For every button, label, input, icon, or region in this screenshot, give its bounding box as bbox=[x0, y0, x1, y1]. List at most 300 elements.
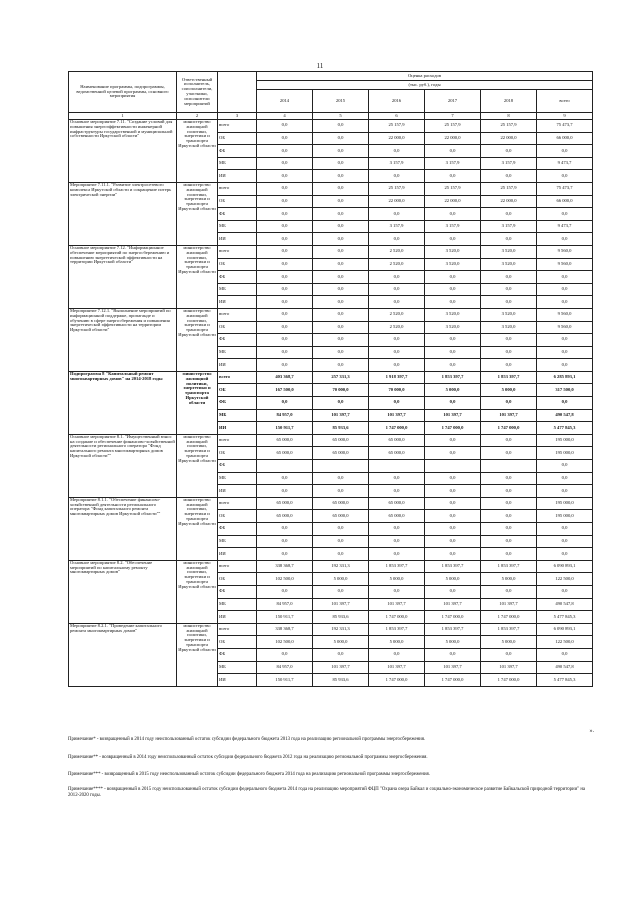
amount-cell bbox=[481, 460, 537, 473]
funding-source: ФБ bbox=[218, 334, 257, 347]
amount-cell: 338 368,7 bbox=[257, 560, 313, 573]
amount-cell: 0,0 bbox=[425, 346, 481, 359]
header-index: 8 bbox=[481, 113, 537, 120]
amount-cell: 0,0 bbox=[369, 334, 425, 347]
header-year: 2015 bbox=[313, 90, 369, 113]
amount-cell: 3 520,0 bbox=[425, 321, 481, 334]
amount-cell: 5 000,0 bbox=[425, 636, 481, 649]
funding-source: ОБ bbox=[218, 258, 257, 271]
amount-cell: 70 000,0 bbox=[369, 384, 425, 397]
amount-cell: 122 500,0 bbox=[537, 636, 593, 649]
amount-cell: 101 397,7 bbox=[369, 661, 425, 674]
amount-cell: 3 157,9 bbox=[481, 220, 537, 233]
amount-cell: 22 000,0 bbox=[481, 132, 537, 145]
funding-source: МБ bbox=[218, 598, 257, 611]
amount-cell: 0,0 bbox=[537, 233, 593, 246]
funding-source: ОБ bbox=[218, 573, 257, 586]
row-executor: министерство жилищной политики, энергетики и транспорта Иркутской области bbox=[177, 623, 218, 686]
amount-cell: 0,0 bbox=[537, 485, 593, 498]
amount-cell: 0,0 bbox=[369, 283, 425, 296]
amount-cell: 22 000,0 bbox=[369, 195, 425, 208]
row-executor: министерство жилищной политики, энергетики и транспорта Иркутской области bbox=[177, 371, 218, 434]
amount-cell: 0,0 bbox=[257, 182, 313, 195]
amount-cell: 0,0 bbox=[313, 548, 369, 561]
amount-cell: 0,0 bbox=[537, 271, 593, 284]
amount-cell: 0,0 bbox=[257, 233, 313, 246]
amount-cell: 3 520,0 bbox=[481, 308, 537, 321]
amount-cell bbox=[425, 460, 481, 473]
funding-source: МБ bbox=[218, 409, 257, 422]
header-year: 2018 bbox=[481, 90, 537, 113]
amount-cell: 0,0 bbox=[537, 296, 593, 309]
amount-cell: 101 397,7 bbox=[481, 661, 537, 674]
table-row bbox=[69, 120, 593, 133]
funding-source: МБ bbox=[218, 157, 257, 170]
amount-cell: 101 397,7 bbox=[481, 409, 537, 422]
amount-cell: 0,0 bbox=[257, 208, 313, 221]
amount-cell: 2 520,0 bbox=[369, 308, 425, 321]
header-year: 2014 bbox=[257, 90, 313, 113]
funding-source: МБ bbox=[218, 472, 257, 485]
funding-source: ОБ bbox=[218, 447, 257, 460]
amount-cell: 65 000,0 bbox=[369, 510, 425, 523]
amount-cell: 0,0 bbox=[369, 170, 425, 183]
amount-cell: 195 000,0 bbox=[537, 447, 593, 460]
amount-cell: 1 747 000,0 bbox=[481, 422, 537, 435]
row-executor: министерство жилищной политики, энергетики и транспорта Иркутской области bbox=[177, 560, 218, 623]
amount-cell: 3 157,9 bbox=[481, 157, 537, 170]
amount-cell: 70 000,0 bbox=[313, 384, 369, 397]
amount-cell: 9 560,0 bbox=[537, 245, 593, 258]
amount-cell: 5 000,0 bbox=[425, 384, 481, 397]
amount-cell: 0,0 bbox=[369, 523, 425, 536]
amount-cell: 5 000,0 bbox=[369, 573, 425, 586]
amount-cell: 0,0 bbox=[481, 271, 537, 284]
budget-table bbox=[68, 71, 593, 687]
table-row bbox=[69, 308, 593, 321]
amount-cell: 0,0 bbox=[425, 648, 481, 661]
amount-cell: 1 747 000,0 bbox=[425, 674, 481, 687]
row-executor: министерство жилищной политики, энергетики и транспорта Иркутской области bbox=[177, 497, 218, 560]
row-title: Основное мероприятие 7.12. "Информационное обеспечение мероприятий по энергосбережению и повышению энергетической эффективности на территории Иркутской области" bbox=[69, 245, 177, 308]
amount-cell: 0,0 bbox=[313, 233, 369, 246]
amount-cell: 1 747 000,0 bbox=[369, 422, 425, 435]
amount-cell: 0,0 bbox=[425, 334, 481, 347]
amount-cell: 25 157,9 bbox=[425, 120, 481, 133]
amount-cell: 0,0 bbox=[313, 132, 369, 145]
amount-cell: 0,0 bbox=[425, 485, 481, 498]
amount-cell: 0,0 bbox=[425, 497, 481, 510]
amount-cell: 101 397,7 bbox=[425, 598, 481, 611]
funding-source: ОБ bbox=[218, 636, 257, 649]
amount-cell: 0,0 bbox=[537, 170, 593, 183]
amount-cell: 0,0 bbox=[369, 271, 425, 284]
amount-cell: 0,0 bbox=[481, 535, 537, 548]
amount-cell: 1 747 000,0 bbox=[425, 611, 481, 624]
note: Примечание* - возвращенный в 2014 году неиспользованный остаток субсидии федерального бюджета 2013 года на реализацию региональной программы энергосбережения. bbox=[68, 737, 426, 742]
amount-cell: 0,0 bbox=[425, 397, 481, 410]
amount-cell: 0,0 bbox=[369, 548, 425, 561]
amount-cell: 0,0 bbox=[481, 170, 537, 183]
header-unit: (тыс. руб.), годы bbox=[257, 81, 593, 90]
amount-cell: 5 000,0 bbox=[481, 636, 537, 649]
amount-cell: 5 000,0 bbox=[313, 636, 369, 649]
amount-cell: 3 520,0 bbox=[425, 258, 481, 271]
header-index: 6 bbox=[369, 113, 425, 120]
amount-cell: 0,0 bbox=[369, 346, 425, 359]
amount-cell: 0,0 bbox=[369, 648, 425, 661]
amount-cell: 0,0 bbox=[313, 182, 369, 195]
header-index: 2 bbox=[177, 113, 218, 120]
amount-cell: 167 500,0 bbox=[257, 384, 313, 397]
amount-cell: 3 520,0 bbox=[481, 258, 537, 271]
funding-source: ФБ bbox=[218, 460, 257, 473]
amount-cell: 0,0 bbox=[257, 120, 313, 133]
amount-cell: 0,0 bbox=[313, 397, 369, 410]
amount-cell: 0,0 bbox=[425, 145, 481, 158]
table-row bbox=[69, 245, 593, 258]
amount-cell: 0,0 bbox=[537, 397, 593, 410]
funding-source: ИИ bbox=[218, 233, 257, 246]
amount-cell: 0,0 bbox=[425, 271, 481, 284]
amount-cell: 3 157,9 bbox=[369, 220, 425, 233]
funding-source: всего bbox=[218, 434, 257, 447]
amount-cell: 0,0 bbox=[313, 145, 369, 158]
funding-source: ИИ bbox=[218, 296, 257, 309]
amount-cell: 0,0 bbox=[425, 585, 481, 598]
amount-cell: 1 853 397,7 bbox=[425, 371, 481, 384]
amount-cell: 257 331,3 bbox=[313, 371, 369, 384]
amount-cell: 65 000,0 bbox=[257, 510, 313, 523]
amount-cell: 22 000,0 bbox=[481, 195, 537, 208]
amount-cell: 0,0 bbox=[537, 535, 593, 548]
amount-cell: 65 000,0 bbox=[257, 447, 313, 460]
amount-cell: 3 157,9 bbox=[425, 157, 481, 170]
amount-cell: 0,0 bbox=[257, 472, 313, 485]
amount-cell: 9 560,0 bbox=[537, 258, 593, 271]
amount-cell: 75 473,7 bbox=[537, 120, 593, 133]
amount-cell: 317 500,0 bbox=[537, 384, 593, 397]
amount-cell: 65 000,0 bbox=[369, 434, 425, 447]
amount-cell: 0,0 bbox=[481, 346, 537, 359]
amount-cell: 490 547,8 bbox=[537, 661, 593, 674]
amount-cell: 2 520,0 bbox=[369, 245, 425, 258]
amount-cell: 85 933,6 bbox=[313, 611, 369, 624]
funding-source: ИИ bbox=[218, 548, 257, 561]
amount-cell: 5 000,0 bbox=[425, 573, 481, 586]
amount-cell: 6 090 893,1 bbox=[537, 560, 593, 573]
amount-cell: 65 000,0 bbox=[369, 497, 425, 510]
amount-cell: 5 477 845,3 bbox=[537, 674, 593, 687]
amount-cell: 25 157,9 bbox=[481, 182, 537, 195]
amount-cell: 0,0 bbox=[313, 485, 369, 498]
amount-cell: 9 473,7 bbox=[537, 157, 593, 170]
row-executor: министерство жилищной политики, энергетики и транспорта Иркутской области bbox=[177, 120, 218, 183]
funding-source: МБ bbox=[218, 220, 257, 233]
amount-cell: 101 397,7 bbox=[425, 409, 481, 422]
amount-cell: 5 000,0 bbox=[481, 573, 537, 586]
amount-cell: 0,0 bbox=[425, 548, 481, 561]
amount-cell: 1 747 000,0 bbox=[425, 422, 481, 435]
table-header-row bbox=[69, 72, 593, 81]
row-title: Основное мероприятие 7.11. "Создание условий для повышения энергоэффективности инженерной инфраструктуры государственной и муниципальной собственности Иркутской области" bbox=[69, 120, 177, 183]
funding-source: всего bbox=[218, 623, 257, 636]
amount-cell: 0,0 bbox=[313, 271, 369, 284]
amount-cell: 0,0 bbox=[313, 535, 369, 548]
amount-cell: 0,0 bbox=[537, 346, 593, 359]
amount-cell: 65 000,0 bbox=[313, 447, 369, 460]
row-executor: министерство жилищной политики, энергетики и транспорта Иркутской области bbox=[177, 434, 218, 497]
amount-cell: 0,0 bbox=[257, 397, 313, 410]
amount-cell: 1 853 397,7 bbox=[481, 371, 537, 384]
amount-cell: 0,0 bbox=[425, 233, 481, 246]
amount-cell: 0,0 bbox=[481, 145, 537, 158]
amount-cell: 25 157,9 bbox=[369, 120, 425, 133]
amount-cell: 0,0 bbox=[369, 145, 425, 158]
amount-cell: 192 331,3 bbox=[313, 623, 369, 636]
amount-cell: 195 000,0 bbox=[537, 497, 593, 510]
amount-cell: 0,0 bbox=[369, 233, 425, 246]
row-title: Мероприятие 7.11.1. "Развитие электросетевого комплекса Иркутской области и сокращение потерь электрической энергии" bbox=[69, 182, 177, 245]
amount-cell: 101 397,7 bbox=[369, 598, 425, 611]
header-index: 1 bbox=[69, 113, 177, 120]
amount-cell: 1 853 397,7 bbox=[369, 560, 425, 573]
amount-cell: 3 157,9 bbox=[369, 157, 425, 170]
amount-cell: 0,0 bbox=[257, 548, 313, 561]
amount-cell: 0,0 bbox=[257, 157, 313, 170]
row-executor: министерство жилищной политики, энергетики и транспорта Иркутской области bbox=[177, 182, 218, 245]
amount-cell: 0,0 bbox=[481, 283, 537, 296]
header-estimate: Оценка расходов bbox=[257, 72, 593, 81]
amount-cell: 0,0 bbox=[369, 397, 425, 410]
amount-cell: 0,0 bbox=[481, 359, 537, 372]
amount-cell: 0,0 bbox=[313, 472, 369, 485]
amount-cell: 0,0 bbox=[425, 535, 481, 548]
amount-cell: 0,0 bbox=[257, 145, 313, 158]
amount-cell bbox=[313, 460, 369, 473]
funding-source: всего bbox=[218, 560, 257, 573]
header-year: всего bbox=[537, 90, 593, 113]
table-row bbox=[69, 560, 593, 573]
amount-cell: 3 520,0 bbox=[481, 245, 537, 258]
amount-cell: 0,0 bbox=[313, 585, 369, 598]
amount-cell: 0,0 bbox=[537, 548, 593, 561]
header-index: 4 bbox=[257, 113, 313, 120]
amount-cell: 3 520,0 bbox=[425, 308, 481, 321]
amount-cell: 0,0 bbox=[537, 283, 593, 296]
amount-cell: 5 000,0 bbox=[369, 636, 425, 649]
amount-cell: 0,0 bbox=[481, 548, 537, 561]
funding-source: ИИ bbox=[218, 359, 257, 372]
amount-cell: 0,0 bbox=[537, 460, 593, 473]
amount-cell: 195 000,0 bbox=[537, 510, 593, 523]
row-title: Мероприятие 8.1.1. "Обеспечение финансово-хозяйственной деятельности регионального оператора "Фонд капитального ремонта многоквартирных домов Иркутской области"" bbox=[69, 497, 177, 560]
funding-source: ФБ bbox=[218, 648, 257, 661]
amount-cell: 22 000,0 bbox=[425, 132, 481, 145]
table-row bbox=[69, 623, 593, 636]
amount-cell: 0,0 bbox=[425, 170, 481, 183]
amount-cell: 9 560,0 bbox=[537, 308, 593, 321]
amount-cell: 0,0 bbox=[369, 472, 425, 485]
amount-cell: 0,0 bbox=[425, 510, 481, 523]
amount-cell: 65 000,0 bbox=[257, 497, 313, 510]
amount-cell: 0,0 bbox=[481, 447, 537, 460]
amount-cell: 0,0 bbox=[313, 359, 369, 372]
funding-source: ИИ bbox=[218, 674, 257, 687]
funding-source: всего bbox=[218, 182, 257, 195]
amount-cell: 3 520,0 bbox=[481, 321, 537, 334]
amount-cell: 0,0 bbox=[537, 648, 593, 661]
amount-cell: 0,0 bbox=[313, 321, 369, 334]
amount-cell: 0,0 bbox=[481, 497, 537, 510]
amount-cell: 1 853 397,7 bbox=[425, 623, 481, 636]
amount-cell: 5 000,0 bbox=[313, 573, 369, 586]
amount-cell: 150 911,7 bbox=[257, 422, 313, 435]
table-row bbox=[69, 497, 593, 510]
amount-cell: 0,0 bbox=[481, 334, 537, 347]
amount-cell: 0,0 bbox=[257, 321, 313, 334]
amount-cell: 0,0 bbox=[537, 585, 593, 598]
amount-cell: 101 397,7 bbox=[313, 661, 369, 674]
amount-cell: 5 477 845,3 bbox=[537, 422, 593, 435]
amount-cell: 0,0 bbox=[313, 283, 369, 296]
amount-cell: 0,0 bbox=[481, 208, 537, 221]
amount-cell: 22 000,0 bbox=[369, 132, 425, 145]
amount-cell: 403 368,7 bbox=[257, 371, 313, 384]
amount-cell: 490 547,8 bbox=[537, 598, 593, 611]
funding-source: ФБ bbox=[218, 585, 257, 598]
amount-cell: 5 477 845,3 bbox=[537, 611, 593, 624]
amount-cell: 0,0 bbox=[481, 523, 537, 536]
amount-cell: 0,0 bbox=[537, 334, 593, 347]
amount-cell: 0,0 bbox=[481, 485, 537, 498]
amount-cell: 25 157,9 bbox=[481, 120, 537, 133]
funding-source: ОБ bbox=[218, 510, 257, 523]
funding-source: всего bbox=[218, 245, 257, 258]
amount-cell: 1 918 397,7 bbox=[369, 371, 425, 384]
funding-source: ИИ bbox=[218, 170, 257, 183]
amount-cell: 195 000,0 bbox=[537, 434, 593, 447]
row-title: Мероприятие 7.12.1. "Выполнение мероприятий по информационной поддержке, пропаганде и обучению в сфере энергосбережения и повышения энергетической эффективности на территории Иркутской области" bbox=[69, 308, 177, 371]
funding-source: всего bbox=[218, 308, 257, 321]
amount-cell: 66 000,0 bbox=[537, 195, 593, 208]
amount-cell: 0,0 bbox=[257, 648, 313, 661]
amount-cell: 5 000,0 bbox=[481, 384, 537, 397]
amount-cell: 75 473,7 bbox=[537, 182, 593, 195]
amount-cell: 338 368,7 bbox=[257, 623, 313, 636]
closing-mark: ». bbox=[589, 728, 594, 734]
amount-cell: 0,0 bbox=[257, 535, 313, 548]
amount-cell: 0,0 bbox=[313, 208, 369, 221]
amount-cell: 101 397,7 bbox=[425, 661, 481, 674]
amount-cell: 1 747 000,0 bbox=[369, 611, 425, 624]
funding-source: ИИ bbox=[218, 611, 257, 624]
funding-source: всего bbox=[218, 371, 257, 384]
amount-cell: 25 157,9 bbox=[425, 182, 481, 195]
funding-source: МБ bbox=[218, 346, 257, 359]
amount-cell: 0,0 bbox=[313, 346, 369, 359]
funding-source: ОБ bbox=[218, 384, 257, 397]
amount-cell: 0,0 bbox=[313, 258, 369, 271]
amount-cell: 0,0 bbox=[313, 120, 369, 133]
amount-cell: 22 000,0 bbox=[425, 195, 481, 208]
amount-cell: 122 500,0 bbox=[537, 573, 593, 586]
amount-cell: 0,0 bbox=[313, 308, 369, 321]
amount-cell: 0,0 bbox=[257, 308, 313, 321]
amount-cell: 84 957,0 bbox=[257, 661, 313, 674]
amount-cell: 0,0 bbox=[313, 170, 369, 183]
amount-cell: 1 853 397,7 bbox=[425, 560, 481, 573]
amount-cell: 0,0 bbox=[257, 485, 313, 498]
amount-cell: 65 000,0 bbox=[313, 497, 369, 510]
table-row bbox=[69, 434, 593, 447]
funding-source: ФБ bbox=[218, 397, 257, 410]
page-number: 11 bbox=[316, 62, 324, 70]
amount-cell: 0,0 bbox=[537, 359, 593, 372]
amount-cell: 101 397,7 bbox=[481, 598, 537, 611]
amount-cell: 0,0 bbox=[257, 245, 313, 258]
header-name: Наименование программы, подпрограммы, ведомственной целевой программы, основного мероприятия bbox=[69, 72, 177, 113]
amount-cell: 9 560,0 bbox=[537, 321, 593, 334]
amount-cell bbox=[257, 460, 313, 473]
amount-cell: 85 933,6 bbox=[313, 422, 369, 435]
funding-source: ФБ bbox=[218, 271, 257, 284]
header-index: 5 bbox=[313, 113, 369, 120]
amount-cell: 0,0 bbox=[257, 334, 313, 347]
amount-cell: 0,0 bbox=[369, 296, 425, 309]
amount-cell: 0,0 bbox=[481, 585, 537, 598]
amount-cell: 84 957,0 bbox=[257, 598, 313, 611]
amount-cell: 0,0 bbox=[425, 296, 481, 309]
amount-cell: 1 853 397,7 bbox=[369, 623, 425, 636]
funding-source: ОБ bbox=[218, 195, 257, 208]
amount-cell: 0,0 bbox=[481, 397, 537, 410]
funding-source: МБ bbox=[218, 661, 257, 674]
amount-cell: 150 911,7 bbox=[257, 674, 313, 687]
amount-cell: 1 853 397,7 bbox=[481, 623, 537, 636]
amount-cell: 0,0 bbox=[257, 271, 313, 284]
funding-source: всего bbox=[218, 120, 257, 133]
amount-cell: 0,0 bbox=[313, 334, 369, 347]
funding-source: ОБ bbox=[218, 321, 257, 334]
amount-cell: 0,0 bbox=[313, 523, 369, 536]
amount-cell: 101 397,7 bbox=[313, 598, 369, 611]
amount-cell: 0,0 bbox=[537, 208, 593, 221]
amount-cell: 85 933,6 bbox=[313, 674, 369, 687]
amount-cell: 1 747 000,0 bbox=[481, 611, 537, 624]
amount-cell: 0,0 bbox=[425, 447, 481, 460]
funding-source: ИИ bbox=[218, 485, 257, 498]
amount-cell: 0,0 bbox=[313, 648, 369, 661]
amount-cell: 66 000,0 bbox=[537, 132, 593, 145]
amount-cell: 0,0 bbox=[425, 523, 481, 536]
amount-cell: 102 500,0 bbox=[257, 573, 313, 586]
amount-cell: 1 853 397,7 bbox=[481, 560, 537, 573]
amount-cell: 2 520,0 bbox=[369, 321, 425, 334]
amount-cell: 0,0 bbox=[313, 195, 369, 208]
table-row bbox=[69, 371, 593, 384]
amount-cell: 0,0 bbox=[481, 472, 537, 485]
amount-cell: 0,0 bbox=[537, 472, 593, 485]
amount-cell: 0,0 bbox=[313, 245, 369, 258]
row-title: Подпрограмма 8 "Капитальный ремонт многоквартирных домов" на 2014-2018 годы bbox=[69, 371, 177, 434]
amount-cell: 0,0 bbox=[369, 585, 425, 598]
note: Примечание** - возвращенный в 2014 году неиспользованный остаток субсидии федерального бюджета 2012 года на реализацию региональной программы энергосбережения. bbox=[68, 755, 428, 760]
amount-cell: 25 157,9 bbox=[369, 182, 425, 195]
amount-cell: 2 520,0 bbox=[369, 258, 425, 271]
amount-cell: 65 000,0 bbox=[313, 510, 369, 523]
amount-cell: 0,0 bbox=[425, 359, 481, 372]
